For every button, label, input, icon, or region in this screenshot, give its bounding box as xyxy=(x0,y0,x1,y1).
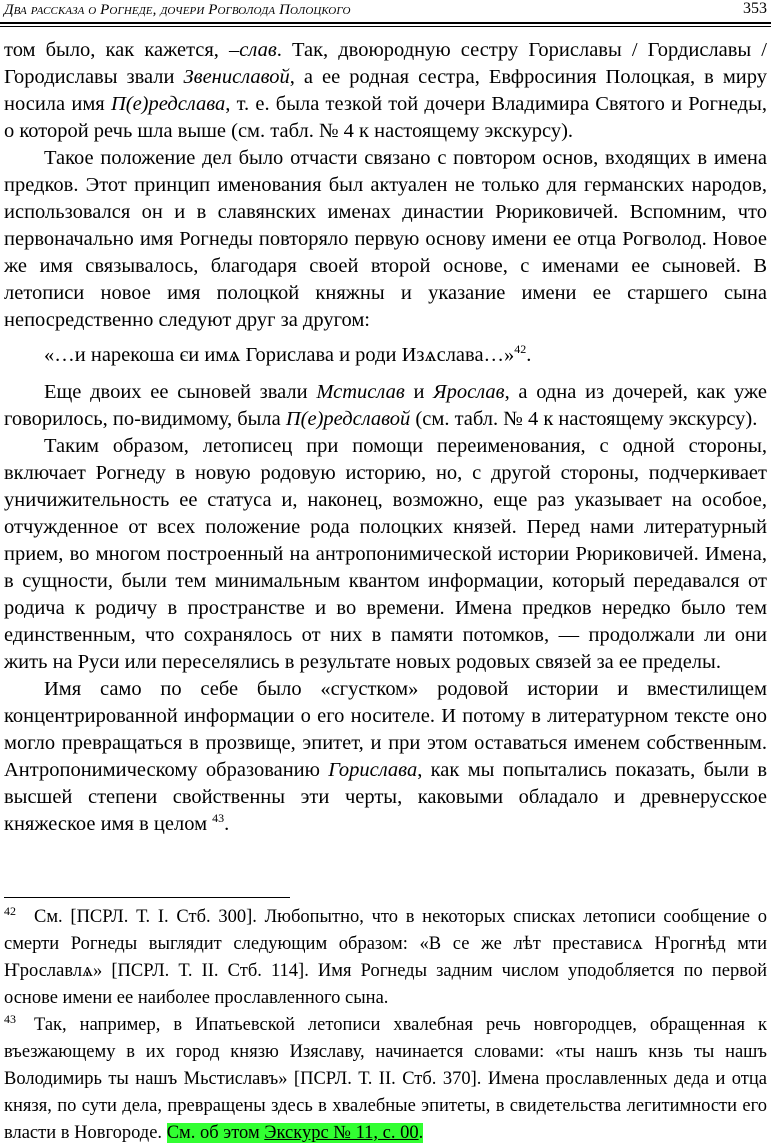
header-rule xyxy=(0,22,771,24)
page-number: 353 xyxy=(743,0,767,17)
paragraph-5: Имя само по себе было «сгустком» родовой истории и вместилищем концентрированной информации о его носителе. И потому в литературном тексте оно могло превращаться в прозвище, эпитет, и при этом оставаться именем собственным. Антропонимическому образованию Горислава, как мы попытались показать, были в высшей степени свойственны эти черты, каковыми обладало и древнерусское княжеское имя в целом $^{43}$. xyxy=(4,678,767,835)
excursus-link[interactable]: Экскурс № 11, с. 00 xyxy=(264,1123,419,1143)
paragraph-4: Таким образом, летописец при помощи переименования, с одной стороны, включает Рогнеду в новую родовую историю, но, с другой стороны, подчеркивает уничижительность ее статуса и, наконец, возможно, еще раз указывает на особое, отчужденное от всех положение рода полоцких князей. Перед нами литературный прием, во многом построенный на антропонимической истории Рюриковичей. Имена, в сущности, были тем минимальным квантом информации, который передавался от родича к родичу в пространстве и во времени. Имена предков нередко было тем единственным, что сохранялось от них в памяти потомков, — продолжали ли они жить на Руси или переселялись в результате новых родовых связей за ее пределы. xyxy=(4,435,767,673)
header-rule-thin xyxy=(0,26,771,27)
paragraph-3: Еще двоих ее сыновей звали Мстислав и Ярослав, а одна из дочерей, как уже говорилось, по-видимому, была П(е)редславой (см. табл. № 4 к настоящему экскурсу). xyxy=(4,381,767,430)
running-header xyxy=(0,0,771,20)
paragraph-2: Такое положение дел было отчасти связано с повтором основ, входящих в имена предков. Этот принцип именования был актуален не только для германских народов, использовался он и в славянских именах династии Рюриковичей. Вспомним, что первоначально имя Рогнеды повторяло первую основу имени ее отца Рогволод. Новое же имя связывалось, благодаря своей второй основе, с именами ее сыновей. В летописи новое имя полоцкой княжны и указание имени ее старшего сына непосредственно следуют друг за другом: xyxy=(4,147,767,331)
footnote-43: 43 Так, например, в Ипатьевской летописи хвалебная речь новгородцев, обращенная к въезжающему в их город князю Изяславу, начинается словами: «ты нашъ кнзь ты нашъ Володимирь ты нашъ Мьстиславъ» [ПСРЛ. Т. II. Стб. 370]. Имена прославленных деда и отца князя, по сути дела, превращены здесь в хвалебные эпитеты, в свидетельства легитимности его власти в Новгороде. См. об этом Экскурс № 11, с. 00. xyxy=(4,1011,767,1143)
cross-reference: См. об этом Экскурс № 11, с. 00. xyxy=(166,1123,424,1143)
footnote-ref-42[interactable]: 42 xyxy=(514,342,527,357)
footnotes xyxy=(4,904,767,1147)
paragraph-1: том было, как кажется, –слав. Так, двоюродную сестру Гориславы / Гордиславы / Городиславы звали Звениславой, а ее родная сестра, Евфросиния Полоцкая, в миру носила имя П(е)редслава, т. е. была тезкой той дочери Владимира Святого и Рогнеды, о которой речь шла выше (см. табл. № 4 к настоящему экскурсу). xyxy=(4,39,767,142)
footnote-42: 42 См. [ПСРЛ. Т. I. Стб. 300]. Любопытно, что в некоторых списках летописи сообщение о смерти Рогнеды выглядит следующим образом: «В се же лѣт престависѧ Ҥрогнѣд мти Ҥрославлѧ» [ПСРЛ. Т. II. Стб. 114]. Имя Рогнеды задним числом уподобляется по первой основе имени ее наиболее прославленного сына. xyxy=(4,903,767,1008)
footnote-separator xyxy=(4,897,290,898)
footnote-ref-43[interactable]: 43 xyxy=(212,811,225,826)
chronicle-quote: «…и нарекоша єи имѧ Горислава и роди Изѧслава…»$^{42}$. xyxy=(44,342,532,366)
running-title: Два рассказа о Рогнеде, дочери Рогволода Полоцкого xyxy=(4,2,351,18)
main-text xyxy=(4,37,767,838)
